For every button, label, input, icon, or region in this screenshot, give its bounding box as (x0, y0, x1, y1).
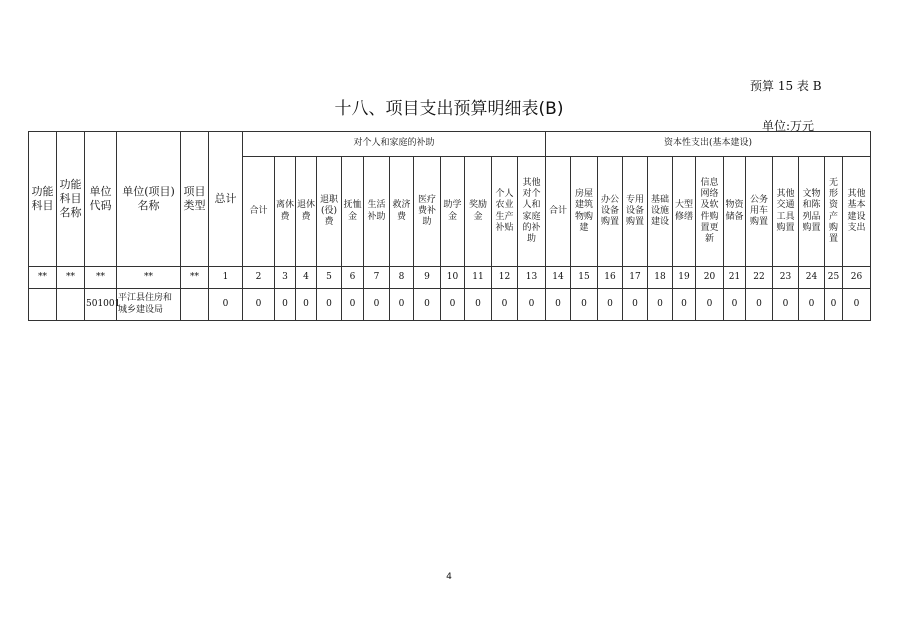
table-cell: 0 (518, 289, 546, 321)
table-cell: 0 (623, 289, 648, 321)
column-header: 其他基本建设支出 (843, 157, 871, 267)
column-header: 单位代码 (85, 132, 117, 267)
column-header: 基础设施建设 (648, 157, 673, 267)
table-cell: 0 (243, 289, 275, 321)
table-cell: 0 (492, 289, 518, 321)
column-header: 其他交通工具购置 (773, 157, 799, 267)
table-cell (29, 289, 57, 321)
column-code-cell: 18 (648, 267, 673, 289)
column-code-cell: 17 (623, 267, 648, 289)
table-cell: 0 (209, 289, 243, 321)
table-cell: 0 (364, 289, 390, 321)
table-cell: 0 (746, 289, 773, 321)
form-code: 预算 15 表 B (750, 79, 822, 93)
column-code-cell: 21 (724, 267, 746, 289)
column-code-cell: ** (29, 267, 57, 289)
column-code-cell: 15 (571, 267, 598, 289)
table-cell: 0 (465, 289, 492, 321)
column-code-cell: ** (85, 267, 117, 289)
column-code-cell: 1 (209, 267, 243, 289)
column-code-cell: ** (181, 267, 209, 289)
column-code-cell: 14 (546, 267, 571, 289)
column-code-cell: 26 (843, 267, 871, 289)
column-header: 救济费 (390, 157, 414, 267)
table-cell (181, 289, 209, 321)
table-cell (57, 289, 85, 321)
column-header: 奖励金 (465, 157, 492, 267)
column-code-cell: 3 (275, 267, 296, 289)
table-row (29, 289, 871, 321)
column-header: 单位(项目)名称 (117, 132, 181, 267)
column-code-cell: ** (117, 267, 181, 289)
table-cell: 0 (724, 289, 746, 321)
column-code-cell: 25 (825, 267, 843, 289)
table-cell: 0 (648, 289, 673, 321)
column-header: 大型修缮 (673, 157, 696, 267)
column-header: 房屋建筑物购建 (571, 157, 598, 267)
column-code-cell: 22 (746, 267, 773, 289)
table-cell: 0 (390, 289, 414, 321)
column-code-cell: 4 (296, 267, 317, 289)
column-code-cell: 10 (441, 267, 465, 289)
table-cell: 0 (598, 289, 623, 321)
column-code-cell: 11 (465, 267, 492, 289)
table-cell: 0 (773, 289, 799, 321)
column-header: 物资储备 (724, 157, 746, 267)
column-code-cell: 6 (342, 267, 364, 289)
table-cell: 0 (843, 289, 871, 321)
table-cell: 0 (673, 289, 696, 321)
column-header: 功能科目 (29, 132, 57, 267)
column-code-cell: 7 (364, 267, 390, 289)
table-cell: 0 (799, 289, 825, 321)
column-code-cell: 8 (390, 267, 414, 289)
table-cell: 0 (275, 289, 296, 321)
column-code-cell: 13 (518, 267, 546, 289)
table-cell: 0 (696, 289, 724, 321)
column-code-cell: 2 (243, 267, 275, 289)
column-code-cell: 12 (492, 267, 518, 289)
group-header-individual-subsidy: 对个人和家庭的补助 (243, 132, 546, 157)
table-cell: 0 (441, 289, 465, 321)
column-header: 信息网络及软件购置更新 (696, 157, 724, 267)
table-cell: 平江县住房和城乡建设局 (117, 289, 181, 321)
column-code-cell: 5 (317, 267, 342, 289)
column-code-cell: 24 (799, 267, 825, 289)
column-header: 助学金 (441, 157, 465, 267)
table-cell: 0 (414, 289, 441, 321)
column-code-cell: 9 (414, 267, 441, 289)
column-header: 个人农业生产补贴 (492, 157, 518, 267)
column-header: 项目类型 (181, 132, 209, 267)
column-header: 其他对个人和家庭的补助 (518, 157, 546, 267)
group-header-capital-expenditure: 资本性支出(基本建设) (546, 132, 871, 157)
column-header: 合计 (243, 157, 275, 267)
budget-table (28, 131, 871, 321)
column-header: 离休费 (275, 157, 296, 267)
column-code-cell: 23 (773, 267, 799, 289)
table-cell: 0 (571, 289, 598, 321)
column-header: 生活补助 (364, 157, 390, 267)
column-header: 退职(役)费 (317, 157, 342, 267)
column-header: 无形资产购置 (825, 157, 843, 267)
column-code-cell: 20 (696, 267, 724, 289)
column-header: 总计 (209, 132, 243, 267)
column-header: 文物和陈列品购置 (799, 157, 825, 267)
column-header: 合计 (546, 157, 571, 267)
table-cell: 0 (317, 289, 342, 321)
column-code-cell: ** (57, 267, 85, 289)
table-cell: 0 (296, 289, 317, 321)
column-header: 抚恤金 (342, 157, 364, 267)
column-header: 退休费 (296, 157, 317, 267)
table-cell: 0 (825, 289, 843, 321)
column-code-cell: 16 (598, 267, 623, 289)
column-header: 医疗费补助 (414, 157, 441, 267)
column-header: 功能科目名称 (57, 132, 85, 267)
column-code-cell: 19 (673, 267, 696, 289)
page-number: 4 (446, 572, 452, 582)
table-cell: 0 (546, 289, 571, 321)
unit-label: 单位:万元 (762, 119, 815, 133)
table-cell: 0 (342, 289, 364, 321)
table-cell: 501001 (85, 289, 117, 321)
page-title: 十八、项目支出预算明细表(B) (334, 99, 564, 119)
column-header: 专用设备购置 (623, 157, 648, 267)
column-header: 办公设备购置 (598, 157, 623, 267)
column-header: 公务用车购置 (746, 157, 773, 267)
